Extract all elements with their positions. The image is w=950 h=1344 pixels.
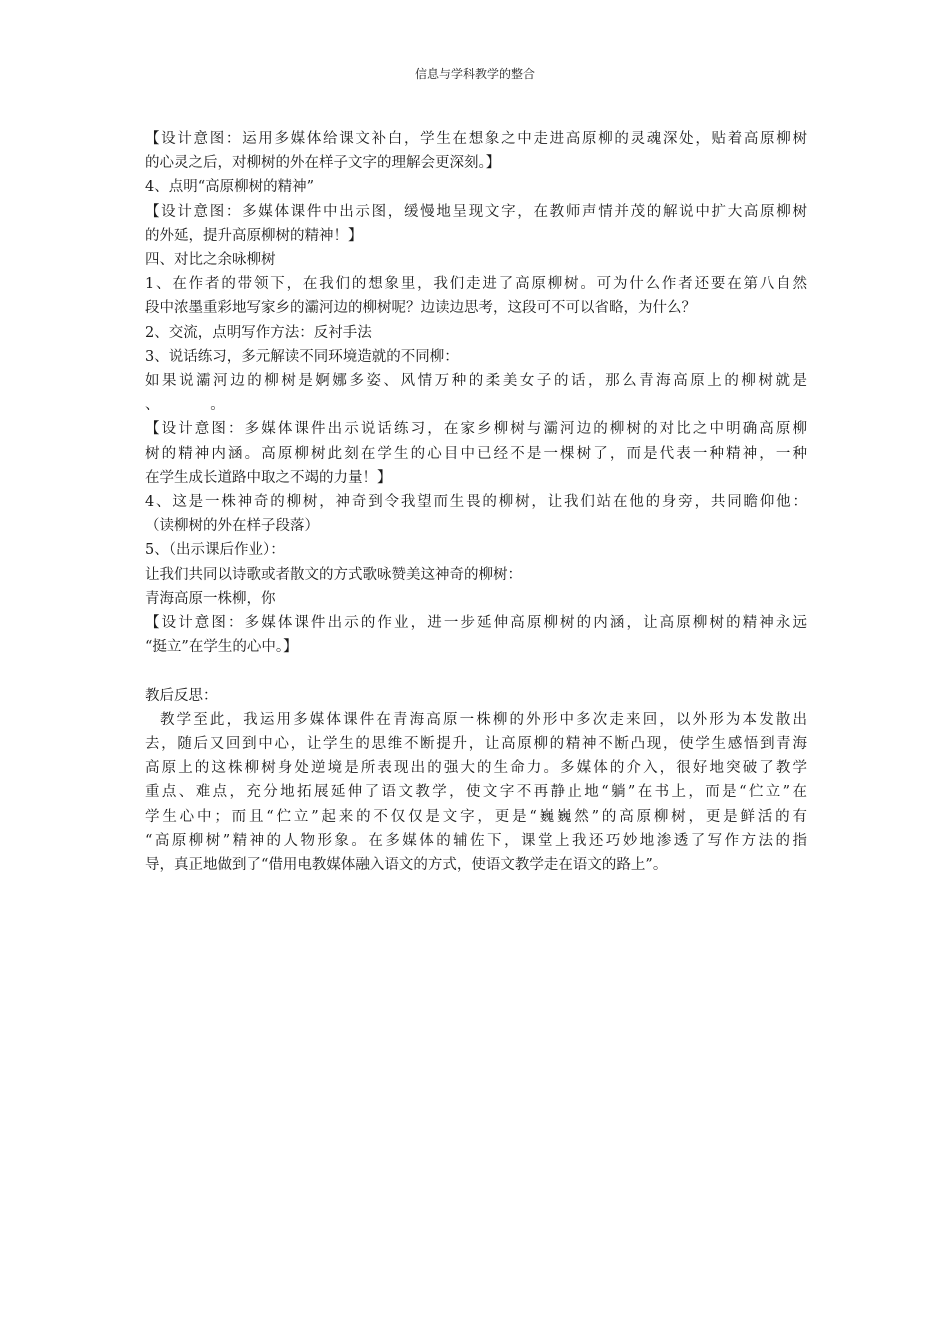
text-line: 四、对比之余咏柳树	[145, 252, 276, 269]
text-line: 教学至此，我运用多媒体课件在青海高原一株柳的外形中多次走来回，以外形为本发散出	[160, 711, 807, 728]
text-line: 【设计意图：多媒体课件出示的作业，进一步延伸高原柳树的内涵，让高原柳树的精神永远	[145, 615, 807, 632]
text-line: 4、这是一株神奇的柳树，神奇到令我望而生畏的柳树，让我们站在他的身旁，共同瞻仰他：	[145, 494, 807, 511]
text-line: 教后反思：	[145, 687, 218, 704]
text-line: 树的精神内涵。高原柳树此刻在学生的心目中已经不是一棵树了，而是代表一种精神，一种	[145, 445, 807, 462]
text-line: 去，随后又回到中心，让学生的思维不断提升，让高原柳的精神不断凸现，使学生感悟到青海	[145, 736, 807, 753]
text-line: 让我们共同以诗歌或者散文的方式歌咏赞美这神奇的柳树：	[145, 566, 522, 583]
text-line: 【设计意图：运用多媒体给课文补白，学生在想象之中走进高原柳的灵魂深处，贴着高原柳树	[145, 131, 807, 147]
text-line: “挺立”在学生的心中。】	[145, 639, 298, 656]
document-body	[145, 127, 807, 877]
blank-line	[145, 659, 807, 683]
text-line: 5、（出示课后作业）：	[145, 542, 285, 559]
text-line: 4、点明“高原柳树的精神”	[145, 179, 315, 196]
text-line: 重点、难点，充分地拓展延伸了语文教学，使文字不再静止地“躺”在书上，而是“伫立”在	[145, 784, 807, 801]
text-line: 的外延，提升高原柳树的精神！】	[145, 227, 363, 244]
text-line: 1、在作者的带领下，在我们的想象里，我们走进了高原柳树。可为什么作者还要在第八自然	[145, 276, 807, 293]
text-line: 段中浓墨重彩地写家乡的灞河边的柳树呢？边读边思考，这段可不可以省略，为什么？	[145, 300, 696, 317]
text-line: 青海高原一株柳，你	[145, 590, 276, 607]
text-line: “高原柳树”精神的人物形象。在多媒体的辅佐下，课堂上我还巧妙地渗透了写作方法的指	[145, 832, 807, 849]
text-line: 【设计意图：多媒体课件出示说话练习，在家乡柳树与灞河边的柳树的对比之中明确高原柳	[145, 421, 807, 438]
text-line: （读柳树的外在样子段落）	[145, 518, 319, 535]
text-line: 【设计意图：多媒体课件中出示图，缓慢地呈现文字，在教师声情并茂的解说中扩大高原柳树	[145, 203, 807, 220]
text-line: 在学生成长道路中取之不竭的力量！】	[145, 469, 392, 486]
text-line: 高原上的这株柳树身处逆境是所表现出的强大的生命力。多媒体的介入，很好地突破了教学	[145, 760, 807, 777]
text-line: 如果说灞河边的柳树是婀娜多姿、风情万种的柔美女子的话，那么青海高原上的柳树就是	[145, 373, 807, 390]
text-line: 的心灵之后，对柳树的外在样子文字的理解会更深刻。】	[145, 155, 501, 172]
page-header: 信息与学科教学的整合	[414, 67, 535, 81]
text-line: 3、说话练习，多元解读不同环境造就的不同柳：	[145, 348, 459, 365]
text-line: 、 。	[145, 397, 225, 414]
text-line: 导，真正地做到了“借用电教媒体融入语文的方式，使语文教学走在语文的路上”。	[145, 857, 668, 874]
text-line: 2、交流，点明写作方法：反衬手法	[145, 324, 372, 341]
text-line: 学生心中；而且“伫立”起来的不仅仅是文字，更是“巍巍然”的高原柳树，更是鲜活的有	[145, 808, 807, 825]
